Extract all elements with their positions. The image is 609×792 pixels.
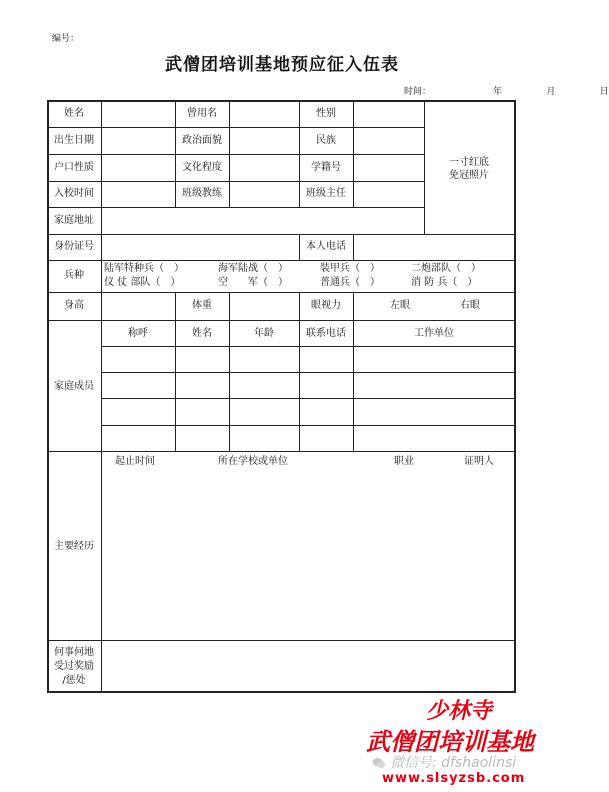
photo-label-line1: 一寸红底	[449, 157, 489, 168]
age-header: 年龄	[254, 328, 274, 339]
awards-label-line3: /惩处	[62, 675, 86, 686]
class-teacher-label: 班级主任	[306, 188, 346, 199]
former-name-label: 曾用名	[187, 108, 217, 119]
month-label: 月	[546, 87, 556, 97]
right-eye-label: 右眼	[460, 300, 480, 311]
height-label: 身高	[64, 300, 84, 311]
position-header: 职业	[394, 456, 414, 467]
option-army-special[interactable]: 陆军特种兵（ ）	[104, 263, 184, 274]
option-regular[interactable]: 普通兵（ ）	[320, 277, 380, 288]
watermark-brand-line1: 少林寺	[426, 698, 493, 724]
left-eye-label: 左眼	[390, 300, 410, 311]
experience-label: 主要经历	[54, 541, 94, 552]
hukou-label: 户口性质	[54, 162, 94, 173]
day-label: 日	[599, 87, 609, 97]
watermark-brand-line2: 武僧团培训基地	[366, 727, 534, 756]
relation-header: 称呼	[128, 328, 148, 339]
political-status-label: 政治面貌	[182, 135, 222, 146]
ethnicity-label: 民族	[316, 135, 336, 146]
gender-label: 性别	[316, 108, 336, 119]
id-number-label: 身份证号	[54, 241, 94, 252]
option-fire[interactable]: 消 防 兵（ ）	[411, 277, 478, 288]
watermark-url[interactable]: www.slsyzsb.com	[382, 771, 526, 786]
witness-header: 证明人	[464, 456, 494, 467]
document-number-label: 编号：	[52, 34, 80, 44]
watermark-wechat-id: 微信号: dfshaolinsi	[390, 755, 517, 771]
service-branch-label: 兵种	[64, 270, 84, 281]
date-line	[404, 86, 609, 98]
contact-header: 联系电话	[306, 328, 346, 339]
option-armored[interactable]: 装甲兵（ ）	[320, 263, 380, 274]
awards-label-line2: 受过奖励	[54, 661, 94, 672]
photo-label-line2: 免冠照片	[449, 170, 489, 181]
enroll-time-label: 入校时间	[54, 188, 94, 199]
option-honor-guard[interactable]: 仪 仗 部队（ ）	[104, 277, 181, 288]
birth-date-label: 出生日期	[54, 135, 94, 146]
education-label: 文化程度	[182, 162, 222, 173]
class-coach-label: 班级教练	[182, 188, 222, 199]
option-air-force[interactable]: 空 军（ ）	[218, 277, 288, 288]
workplace-header: 工作单位	[414, 328, 454, 339]
address-label: 家庭地址	[54, 215, 94, 226]
option-artillery[interactable]: 二炮部队（ ）	[411, 263, 481, 274]
family-members-label: 家庭成员	[54, 381, 94, 392]
option-marine[interactable]: 海军陆战（ ）	[218, 263, 288, 274]
student-id-label: 学籍号	[311, 162, 341, 173]
year-label: 年	[493, 87, 503, 97]
period-header: 起止时间	[115, 456, 155, 467]
awards-label-line1: 何事何地	[54, 647, 94, 658]
vision-label: 眼视力	[311, 300, 341, 311]
wechat-icon	[372, 754, 386, 766]
phone-label: 本人电话	[306, 241, 346, 252]
document-title: 武僧团培训基地预应征入伍表	[165, 55, 399, 75]
name-label: 姓名	[64, 108, 84, 119]
member-name-header: 姓名	[192, 328, 212, 339]
school-unit-header: 所在学校或单位	[218, 456, 288, 467]
time-label: 时间：	[404, 87, 432, 97]
weight-label: 体重	[192, 300, 212, 311]
